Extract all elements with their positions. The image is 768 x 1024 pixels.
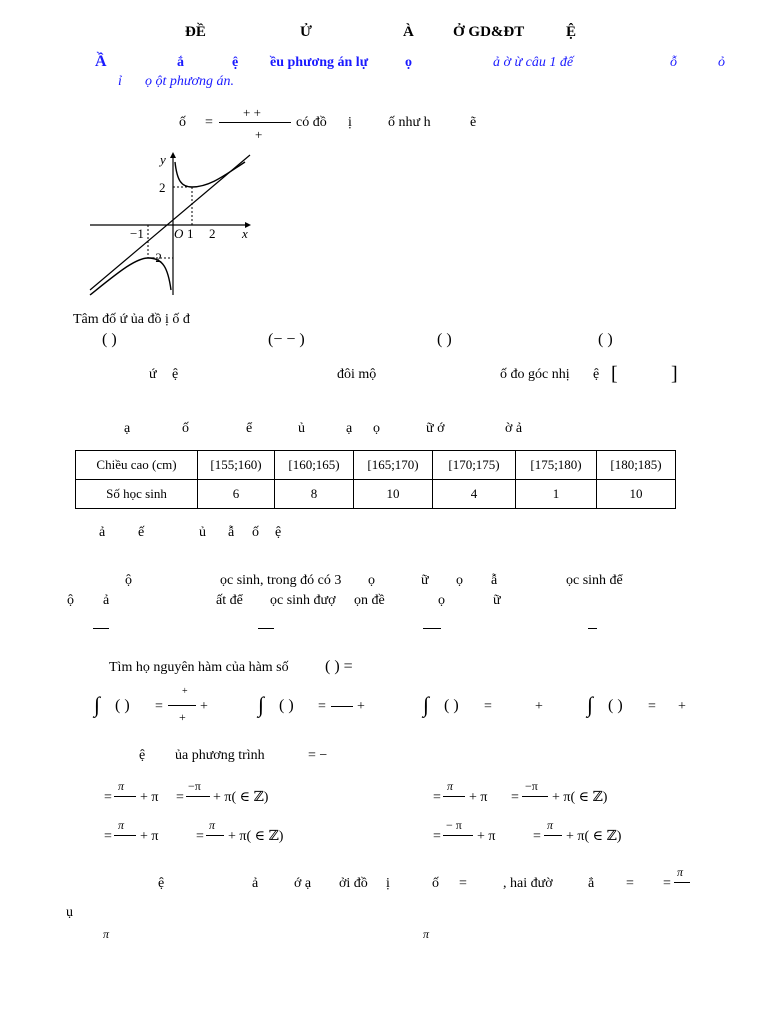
- q5-option-b: =: [318, 699, 326, 714]
- q6-option-c-fraction: [206, 835, 224, 836]
- interval-cell: [175;180): [516, 451, 597, 480]
- q4-text: ả: [103, 593, 110, 608]
- q4-text: ộ: [67, 593, 74, 608]
- count-cell: 6: [198, 480, 275, 509]
- integral-icon: ∫: [423, 692, 430, 717]
- q2-text: đôi mộ: [337, 367, 377, 382]
- instruction-part: ọ ột phương án.: [145, 74, 234, 89]
- interval-cell: [165;170): [354, 451, 433, 480]
- q1-option-b: (− − ): [268, 331, 305, 348]
- q5-stem: Tìm họ nguyên hàm của hàm số: [109, 660, 289, 675]
- q5-option-a: =: [155, 699, 163, 714]
- q7-text: ố: [432, 876, 439, 891]
- integral-icon: ∫: [258, 692, 265, 717]
- q5-option-c: +: [535, 699, 543, 714]
- q3-text: ạ: [346, 421, 353, 436]
- title-part: Ử: [300, 24, 312, 40]
- q6-option-b: −π: [525, 779, 538, 793]
- q1-option-c: ( ): [437, 331, 452, 348]
- q5-option-d: +: [678, 699, 686, 714]
- integral-icon: ∫: [587, 692, 594, 717]
- q1-option-d: ( ): [598, 331, 613, 348]
- q3-text: ủ: [298, 421, 305, 436]
- q7-text: ị: [386, 876, 390, 891]
- q7-text: π: [677, 865, 684, 879]
- table-header-cell: Chiều cao (cm): [76, 451, 198, 480]
- q7-option-a: π: [103, 927, 110, 941]
- q4-text: ọ: [438, 593, 445, 608]
- integral-icon: ∫: [94, 692, 101, 717]
- q2-right-bracket: ]: [671, 363, 678, 385]
- q7-text: =: [663, 876, 671, 891]
- q7-fraction: [674, 882, 690, 883]
- q4-option-d-fraction: [588, 628, 597, 629]
- tick-label: −2: [148, 250, 162, 265]
- q6-option-a: =: [176, 790, 184, 805]
- q1-fraction-bar: [219, 122, 291, 123]
- q6-option-b: + π( ∈ ℤ): [552, 790, 608, 805]
- q4-option-a-fraction: [93, 628, 109, 629]
- q6-option-d: =: [533, 829, 541, 844]
- q7-text: =: [626, 876, 634, 891]
- q1-text: ố như h: [388, 115, 431, 130]
- q6-option-a-fraction: [186, 796, 210, 797]
- y-axis-arrow-icon: [170, 152, 176, 158]
- q5-option-b-fraction: [331, 706, 353, 707]
- q3b-text: ủ: [199, 525, 206, 540]
- curve-right-branch: [175, 162, 245, 187]
- q5-option-d: ( ): [608, 697, 623, 714]
- q6-option-b-fraction: [443, 796, 465, 797]
- q6-option-d: =: [433, 829, 441, 844]
- q3b-text: ố: [252, 525, 259, 540]
- q2-text: ệ: [593, 367, 600, 382]
- q6-option-a: −π: [188, 779, 201, 793]
- q6-option-b: + π: [469, 790, 488, 805]
- q4-text: ẫ: [491, 573, 498, 588]
- q1-numerator: + +: [243, 105, 261, 120]
- interval-cell: [155;160): [198, 451, 275, 480]
- q1-equals: =: [205, 115, 213, 130]
- q4-text: ất để: [216, 593, 243, 608]
- q1-stem: Tâm đố ứ ủa đồ ị ố đ: [73, 312, 190, 327]
- q2-text: ố đo góc nhị: [500, 367, 570, 382]
- instruction-part: ả ờ ừ câu 1 đế: [493, 55, 574, 70]
- q3-text: ể: [246, 421, 253, 436]
- title-part: ĐỀ: [185, 24, 206, 40]
- q6-option-a: =: [104, 790, 112, 805]
- q5-option-c: =: [484, 699, 492, 714]
- q5-option-a: +: [179, 710, 186, 724]
- q3-text: ữ ớ: [426, 421, 445, 436]
- q3b-text: ế: [138, 525, 145, 540]
- q7-text: ởi đồ: [339, 876, 368, 891]
- q1-text: ố: [179, 115, 186, 130]
- q7-text: =: [459, 876, 467, 891]
- count-cell: 4: [433, 480, 516, 509]
- q1-text: ẽ: [470, 115, 477, 130]
- q1-text: ị: [348, 115, 352, 130]
- q5-option-b: ( ): [279, 697, 294, 714]
- q6-option-c: + π: [140, 829, 159, 844]
- q7-text: ẳ: [588, 876, 595, 891]
- q6-option-b: =: [511, 790, 519, 805]
- q4-option-b-fraction: [258, 628, 274, 629]
- q5-function: ( ) =: [325, 658, 353, 675]
- q5-option-a: +: [182, 686, 188, 697]
- q2-text: ệ: [172, 367, 179, 382]
- q1-option-a: ( ): [102, 331, 117, 348]
- q6-text: ủa phương trình: [175, 748, 265, 763]
- instruction-part: ệ: [232, 55, 239, 70]
- count-cell: 10: [597, 480, 676, 509]
- q6-option-c: =: [196, 829, 204, 844]
- q4-text: ọn đề: [354, 593, 385, 608]
- q7-text: ả: [252, 876, 259, 891]
- tick-label: 2: [159, 180, 166, 195]
- interval-cell: [170;175): [433, 451, 516, 480]
- instruction-part: ều phương án lự: [270, 55, 369, 70]
- q4-text: ọc sinh, trong đó có 3: [220, 573, 342, 588]
- q4-text: ọ: [368, 573, 375, 588]
- q6-option-b: =: [433, 790, 441, 805]
- q4-text: ữ: [421, 573, 429, 588]
- q3-text: ọ: [373, 421, 380, 436]
- q4-text: ộ: [125, 573, 132, 588]
- q7-option-c: π: [423, 927, 430, 941]
- q6-option-c: π: [209, 818, 216, 832]
- q4-text: ọc sinh đượ: [270, 593, 336, 608]
- q1-text: có đồ: [296, 115, 327, 130]
- q3b-text: ệ: [275, 525, 282, 540]
- q4-text: ữ: [493, 593, 501, 608]
- q5-option-a: +: [200, 699, 208, 714]
- table-row: [76, 451, 676, 480]
- q6-option-c-fraction: [114, 835, 136, 836]
- q6-option-d: + π( ∈ ℤ): [566, 829, 622, 844]
- q6-text: ệ: [139, 748, 146, 763]
- count-cell: 8: [275, 480, 354, 509]
- tick-label: 1: [187, 226, 194, 241]
- q4-text: ọc sinh để: [566, 573, 623, 588]
- q6-option-c: + π( ∈ ℤ): [228, 829, 284, 844]
- q6-text: = −: [308, 748, 328, 763]
- q3b-text: ả: [99, 525, 106, 540]
- q5-option-a-fraction: [168, 705, 196, 706]
- count-cell: 1: [516, 480, 597, 509]
- table-header-cell: Số học sinh: [76, 480, 198, 509]
- q6-option-a-fraction: [114, 796, 136, 797]
- q6-option-d: + π: [477, 829, 496, 844]
- q6-option-b-fraction: [522, 796, 548, 797]
- q6-option-d-fraction: [443, 835, 473, 836]
- title-part: Ở GD&ĐT: [453, 24, 525, 40]
- q2-text: ứ: [149, 367, 157, 382]
- y-label: y: [160, 152, 166, 167]
- q6-option-d-fraction: [544, 835, 562, 836]
- q6-option-a: π: [118, 779, 125, 793]
- q3-text: ố: [182, 421, 189, 436]
- q7-text: ụ: [66, 905, 73, 920]
- q7-text: , hai đườ: [503, 876, 553, 891]
- x-label: x: [242, 226, 248, 241]
- q4-text: ọ: [456, 573, 463, 588]
- oblique-asymptote: [90, 155, 250, 290]
- q2-left-bracket: [: [611, 363, 618, 385]
- q3-text: ạ: [124, 421, 131, 436]
- instruction-part: Ầ: [95, 53, 107, 70]
- interval-cell: [180;185): [597, 451, 676, 480]
- q6-option-c: =: [104, 829, 112, 844]
- q7-text: ớ ạ: [294, 876, 312, 891]
- tick-label: −1: [130, 226, 144, 241]
- instruction-part: ỗ: [670, 55, 677, 70]
- q3b-text: ẫ: [228, 525, 235, 540]
- title-part: Ệ: [566, 24, 577, 40]
- q1-denominator: +: [255, 127, 263, 142]
- q5-option-a: ( ): [115, 697, 130, 714]
- q6-option-d: π: [547, 818, 554, 832]
- instruction-part: ọ: [405, 55, 412, 70]
- q6-option-c: π: [118, 818, 125, 832]
- q6-option-b: π: [447, 779, 454, 793]
- tick-label: 2: [209, 226, 216, 241]
- origin-label: O: [174, 226, 184, 241]
- q3-text: ờ ả: [505, 421, 523, 436]
- title-part: À: [403, 24, 414, 40]
- q4-option-c-fraction: [423, 628, 441, 629]
- q5-option-d: =: [648, 699, 656, 714]
- q5-option-c: ( ): [444, 697, 459, 714]
- count-cell: 10: [354, 480, 433, 509]
- q7-text: ệ: [158, 876, 165, 891]
- instruction-part: ỏ: [718, 55, 725, 70]
- q5-option-b: +: [357, 699, 365, 714]
- q6-option-d: − π: [446, 818, 462, 832]
- table-row: [76, 480, 676, 509]
- instruction-part: ỉ: [118, 74, 122, 89]
- function-graph: [85, 150, 260, 300]
- height-frequency-table: [75, 450, 676, 509]
- instruction-part: ắ: [177, 55, 184, 70]
- interval-cell: [160;165): [275, 451, 354, 480]
- q6-option-a: + π( ∈ ℤ): [213, 790, 269, 805]
- q6-option-a: + π: [140, 790, 159, 805]
